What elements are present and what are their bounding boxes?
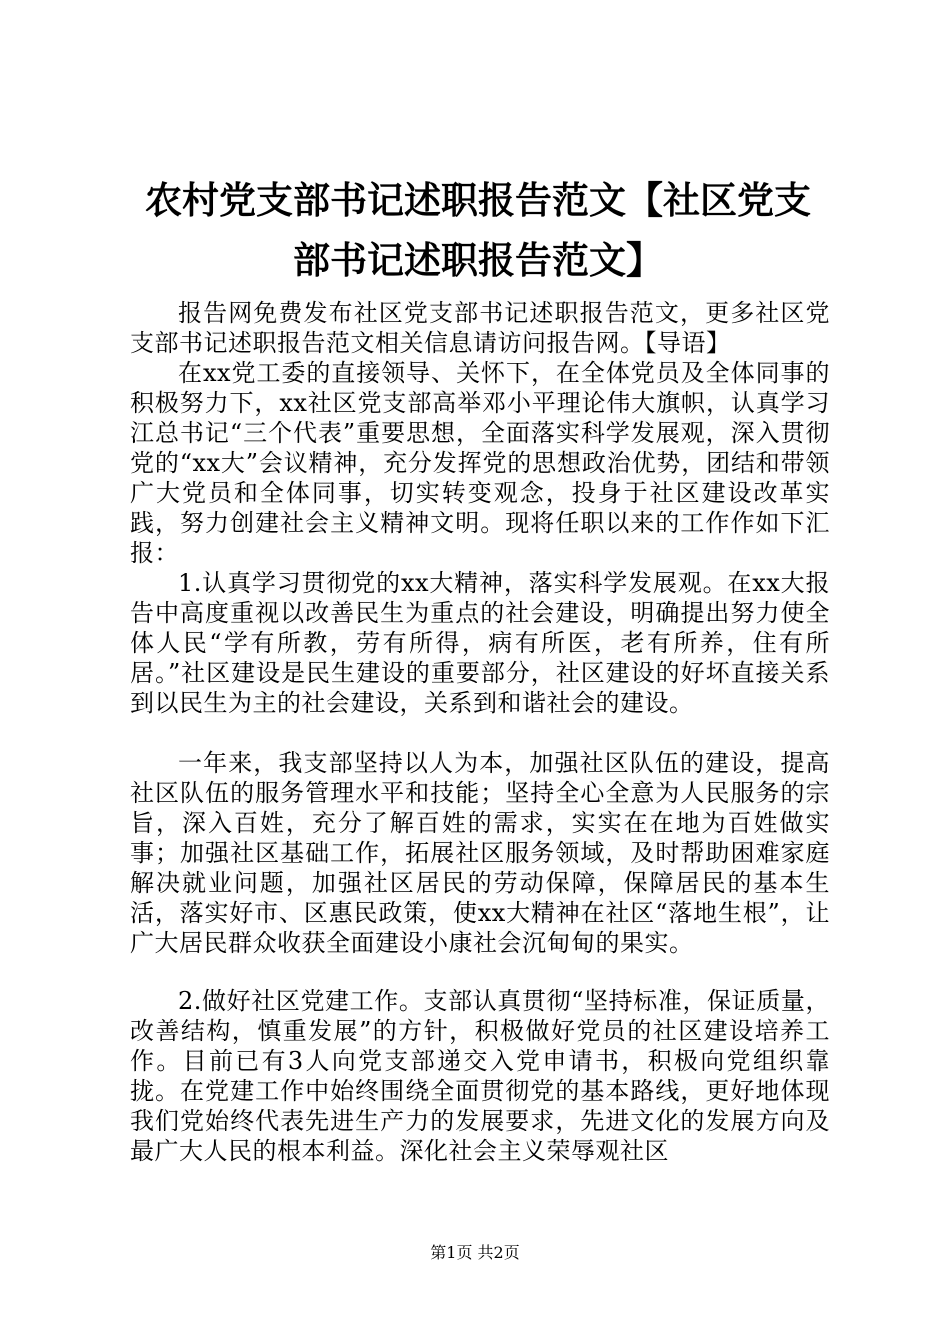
paragraph-section-2: 2.做好社区党建工作。支部认真贯彻“坚持标准，保证质量，改善结构，慎重发展”的方针，积极做好党员的社区建设培养工作。目前已有3人向党支部递交入党申请书，积极向党组织靠拢。在党建工作中始终围绕全面贯彻党的基本路线，更好地体现我们党始终代表先进生产力的发展要求，先进文化的发展方向及最广大人民的根本利益。深化社会主义荣辱观社区: [130, 987, 830, 1165]
document-title: 农村党支部书记述职报告范文【社区党支部书记述职报告范文】: [145, 178, 811, 282]
page-footer: 第1页 共2页: [430, 1243, 520, 1262]
paragraph-intro: 报告网免费发布社区党支部书记述职报告范文，更多社区党支部书记述职报告范文相关信息请访问报告网。【导语】: [130, 299, 830, 357]
paragraph-year-review: 一年来，我支部坚持以人为本，加强社区队伍的建设，提高社区队伍的服务管理水平和技能；坚持全心全意为人民服务的宗旨，深入百姓，充分了解百姓的需求，实实在在地为百姓做实事；加强社区基础工作，拓展社区服务领域，及时帮助困难家庭解决就业问题，加强社区居民的劳动保障，保障居民的基本生活，落实好市、区惠民政策，使xx大精神在社区“落地生根”，让广大居民群众收获全面建设小康社会沉甸甸的果实。: [130, 749, 830, 957]
paragraph-section-1: 1.认真学习贯彻党的xx大精神，落实科学发展观。在xx大报告中高度重视以改善民生为重点的社会建设，明确提出努力使全体人民“学有所教，劳有所得，病有所医，老有所养，住有所居。”社区建设是民生建设的重要部分，社区建设的好坏直接关系到以民生为主的社会建设，关系到和谐社会的建设。: [130, 569, 830, 717]
document-body: [130, 298, 830, 1166]
paragraph-overview: 在xx党工委的直接领导、关怀下，在全体党员及全体同事的积极努力下，xx社区党支部高举邓小平理论伟大旗帜，认真学习江总书记“三个代表”重要思想，全面落实科学发展观，深入贯彻党的“xx大”会议精神，充分发挥党的思想政治优势，团结和带领广大党员和全体同事，切实转变观念，投身于社区建设改革实践，努力创建社会主义精神文明。现将任职以来的工作作如下汇报：: [130, 359, 830, 567]
